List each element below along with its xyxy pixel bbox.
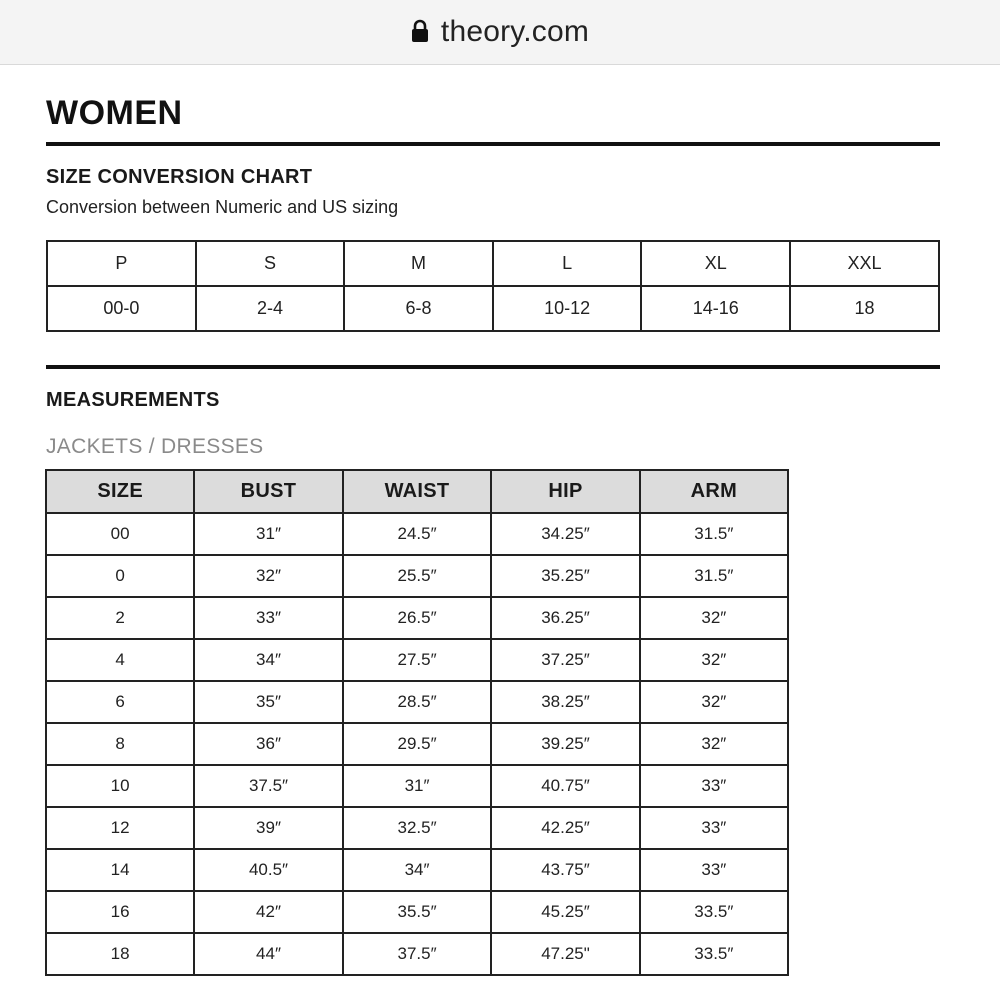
size-cell: 6 [46, 681, 194, 723]
hip-cell: 47.25" [491, 933, 639, 975]
bust-cell: 32″ [194, 555, 342, 597]
size-cell: 18 [46, 933, 194, 975]
hip-cell: 35.25″ [491, 555, 639, 597]
arm-cell: 33″ [640, 849, 788, 891]
waist-cell: 31″ [343, 765, 492, 807]
table-row [46, 681, 788, 723]
waist-cell: 37.5″ [343, 933, 492, 975]
conversion-title: SIZE CONVERSION CHART [46, 166, 313, 188]
divider [46, 365, 940, 369]
arm-cell: 33″ [640, 807, 788, 849]
waist-cell: 32.5″ [343, 807, 492, 849]
measurements-subhead: JACKETS / DRESSES [46, 435, 264, 458]
numeric-size-cell: 18 [790, 286, 939, 331]
hip-cell: 43.75″ [491, 849, 639, 891]
measurements-title: MEASUREMENTS [46, 389, 220, 411]
table-row [46, 933, 788, 975]
hip-cell: 34.25″ [491, 513, 639, 555]
size-cell: 4 [46, 639, 194, 681]
waist-cell: 28.5″ [343, 681, 492, 723]
bust-cell: 33″ [194, 597, 342, 639]
hip-cell: 36.25″ [491, 597, 639, 639]
arm-cell: 32″ [640, 723, 788, 765]
letter-size-cell: L [493, 241, 642, 286]
bust-cell: 36″ [194, 723, 342, 765]
bust-cell: 35″ [194, 681, 342, 723]
letter-size-cell: M [344, 241, 493, 286]
column-header: ARM [640, 470, 788, 513]
arm-cell: 33.5″ [640, 933, 788, 975]
arm-cell: 32″ [640, 681, 788, 723]
bust-cell: 44″ [194, 933, 342, 975]
url-text[interactable]: theory.com [440, 15, 590, 48]
letter-size-cell: S [196, 241, 345, 286]
numeric-size-row [47, 286, 939, 331]
arm-cell: 31.5″ [640, 555, 788, 597]
divider [46, 142, 940, 146]
page-title: WOMEN [46, 94, 183, 132]
measurements-body [46, 513, 788, 975]
conversion-subtitle: Conversion between Numeric and US sizing [46, 197, 399, 217]
column-header: WAIST [343, 470, 492, 513]
waist-cell: 35.5″ [343, 891, 492, 933]
arm-cell: 33.5″ [640, 891, 788, 933]
browser-url-bar[interactable] [0, 0, 1000, 65]
table-row [46, 891, 788, 933]
table-row [46, 639, 788, 681]
bust-cell: 37.5″ [194, 765, 342, 807]
waist-cell: 29.5″ [343, 723, 492, 765]
size-cell: 2 [46, 597, 194, 639]
bust-cell: 42″ [194, 891, 342, 933]
lock-icon [411, 19, 429, 48]
waist-cell: 34″ [343, 849, 492, 891]
arm-cell: 33″ [640, 765, 788, 807]
hip-cell: 39.25″ [491, 723, 639, 765]
arm-cell: 32″ [640, 639, 788, 681]
hip-cell: 45.25″ [491, 891, 639, 933]
numeric-size-cell: 6-8 [344, 286, 493, 331]
hip-cell: 37.25″ [491, 639, 639, 681]
arm-cell: 31.5″ [640, 513, 788, 555]
column-header: HIP [491, 470, 639, 513]
table-row [46, 555, 788, 597]
table-row [46, 597, 788, 639]
measurements-table [45, 469, 789, 976]
waist-cell: 24.5″ [343, 513, 492, 555]
numeric-size-cell: 2-4 [196, 286, 345, 331]
numeric-size-cell: 10-12 [493, 286, 642, 331]
size-cell: 16 [46, 891, 194, 933]
table-row [46, 513, 788, 555]
hip-cell: 40.75″ [491, 765, 639, 807]
waist-cell: 25.5″ [343, 555, 492, 597]
size-cell: 8 [46, 723, 194, 765]
bust-cell: 31″ [194, 513, 342, 555]
column-header: SIZE [46, 470, 194, 513]
column-header: BUST [194, 470, 342, 513]
size-cell: 0 [46, 555, 194, 597]
table-row [46, 807, 788, 849]
arm-cell: 32″ [640, 597, 788, 639]
bust-cell: 34″ [194, 639, 342, 681]
waist-cell: 27.5″ [343, 639, 492, 681]
bust-cell: 40.5″ [194, 849, 342, 891]
size-cell: 12 [46, 807, 194, 849]
table-row [46, 765, 788, 807]
letter-size-row [47, 241, 939, 286]
bust-cell: 39″ [194, 807, 342, 849]
table-row [46, 849, 788, 891]
size-conversion-table [46, 240, 940, 332]
letter-size-cell: XL [641, 241, 790, 286]
size-cell: 00 [46, 513, 194, 555]
numeric-size-cell: 00-0 [47, 286, 196, 331]
hip-cell: 42.25″ [491, 807, 639, 849]
table-header-row [46, 470, 788, 513]
table-row [46, 723, 788, 765]
numeric-size-cell: 14-16 [641, 286, 790, 331]
size-cell: 10 [46, 765, 194, 807]
waist-cell: 26.5″ [343, 597, 492, 639]
size-cell: 14 [46, 849, 194, 891]
letter-size-cell: P [47, 241, 196, 286]
letter-size-cell: XXL [790, 241, 939, 286]
hip-cell: 38.25″ [491, 681, 639, 723]
